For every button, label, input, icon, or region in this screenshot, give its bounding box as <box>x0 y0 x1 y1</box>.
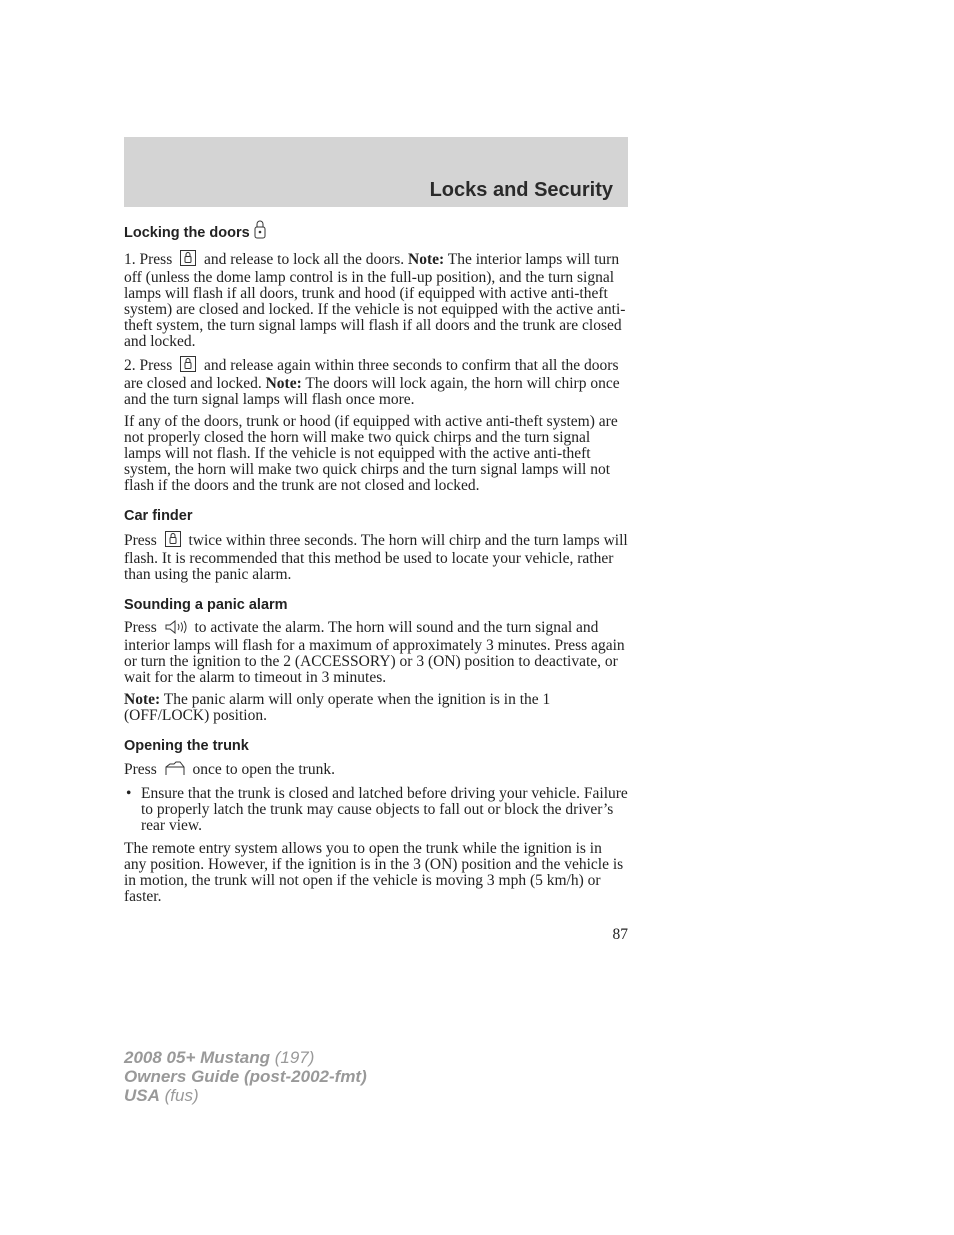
footer-bold: Owners Guide (post-2002-fmt) <box>124 1067 367 1086</box>
page-number: 87 <box>612 926 628 943</box>
paragraph <box>124 620 628 686</box>
trunk-icon <box>165 761 185 780</box>
footer-bold: USA <box>124 1086 160 1105</box>
text: Press <box>124 761 157 778</box>
page-title: Locks and Security <box>429 179 613 201</box>
text: and release again within three seconds to confirm that all the doors are closed and locked. <box>124 357 619 392</box>
text: The interior lamps will turn off (unless the dome lamp control is in the full-up position), and the turn signal lamps will flash if all doors, trunk and hood (if equipped with active anti-theft system) are closed and locked. If the vehicle is not equipped with the active anti-theft system, the turn signal lamps will flash if all doors and the trunk are closed and locked. <box>124 251 626 350</box>
text: 1. Press <box>124 251 173 268</box>
main-content <box>124 220 628 919</box>
footer-line <box>124 1048 367 1067</box>
text: 2. Press <box>124 357 173 374</box>
lock-icon <box>180 250 196 270</box>
footer-text: (fus) <box>164 1086 199 1105</box>
lock-icon <box>180 356 196 376</box>
footer-line <box>124 1067 367 1086</box>
heading-text: Locking the doors <box>124 225 250 241</box>
section-locking-doors <box>124 220 628 494</box>
text: The panic alarm will only operate when the ignition is in the 1 (OFF/LOCK) position. <box>124 691 551 724</box>
paragraph: The remote entry system allows you to open the trunk while the ignition is in any position. However, if the ignition is in the 3 (ON) position and the vehicle is in motion, the trunk will not open if the vehicle is moving 3 mph (5 km/h) or faster. <box>124 840 624 905</box>
section-opening-trunk <box>124 738 628 905</box>
bullet-list <box>124 786 628 834</box>
text: and release to lock all the doors. <box>203 251 405 268</box>
text: The doors will lock again, the horn will chirp once and the turn signal lamps will flash once more. <box>124 375 620 408</box>
text: once to open the trunk. <box>192 761 335 778</box>
lock-icon <box>165 531 181 551</box>
footer-bold: 2008 05+ Mustang <box>124 1048 270 1067</box>
panic-icon <box>165 620 187 638</box>
header-band <box>124 137 628 207</box>
section-heading: Car finder <box>124 508 193 524</box>
paragraph <box>124 250 628 350</box>
paragraph: If any of the doors, trunk or hood (if equipped with active anti-theft system) are not properly closed the horn will make two quick chirps and the turn signal lamps will not flash. If the vehicle is not equipped with the active anti-theft system, the horn will make two quick chirps and the turn signal lamps will not flash if the doors and the trunk are not closed and locked. <box>124 413 618 494</box>
section-panic-alarm <box>124 597 628 724</box>
section-heading: Opening the trunk <box>124 738 249 754</box>
paragraph <box>124 531 628 583</box>
paragraph <box>124 761 628 780</box>
text: twice within three seconds. The horn will chirp and the turn lamps will flash. It is recommended that this method be used to locate your vehicle, rather than using the panic alarm. <box>124 532 628 583</box>
note-label: Note: <box>408 251 445 268</box>
note-label: Note: <box>124 691 161 708</box>
note-label: Note: <box>265 375 302 392</box>
section-car-finder <box>124 508 628 583</box>
lock-icon <box>254 220 266 243</box>
section-heading: Sounding a panic alarm <box>124 597 288 613</box>
paragraph <box>124 692 628 724</box>
text: Press <box>124 619 157 636</box>
paragraph <box>124 356 628 408</box>
footer <box>124 1048 367 1105</box>
footer-text: (197) <box>274 1048 315 1067</box>
text: Press <box>124 532 157 549</box>
footer-line <box>124 1086 367 1105</box>
list-item: • Ensure that the trunk is closed and latched before driving your vehicle. Failure to properly latch the trunk may cause objects to fall out or block the driver’s rear view. <box>124 786 628 834</box>
text: to activate the alarm. The horn will sound and the turn signal and interior lamps will flash for a maximum of approximately 3 minutes. Press again or turn the ignition to the 2 (ACCESSORY) or 3 (ON) position to deactivate, or wait for the alarm to timeout in 3 minutes. <box>124 619 625 686</box>
section-heading <box>124 220 628 243</box>
